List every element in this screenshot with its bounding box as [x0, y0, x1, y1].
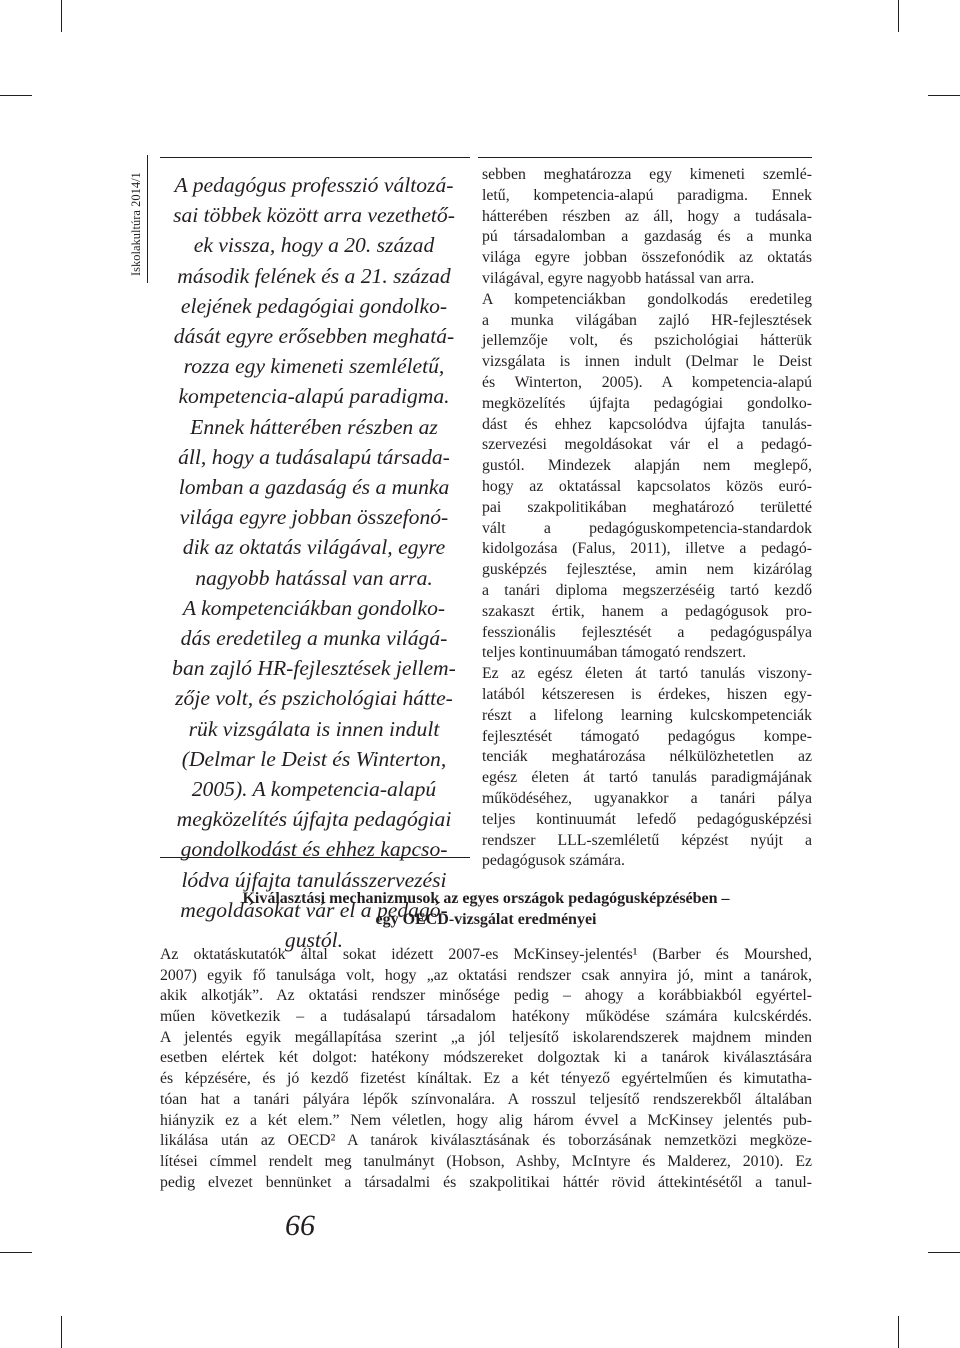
crop-mark — [928, 1252, 960, 1253]
pull-quote-line: dását egyre erősebben meghatá- — [173, 324, 455, 349]
box-line: 2007) egyik fő tanulsága volt, hogy „az oktatási rendszer csak annyira jó, mint a tanárok, — [160, 966, 812, 984]
box-line: és képzésére, és jó kezdő fizetést kínáltak. Ez a két tényező egyértelműen és kimutatha- — [160, 1070, 812, 1088]
pull-quote-line: elejének pedagógiai gondolko- — [180, 293, 448, 318]
pull-quote-line: zője volt, és pszichológiai hátte- — [175, 686, 453, 711]
text-line: hogy az oktatással kapcsolatos közös euró- — [482, 477, 812, 495]
box-line: tóan hat a tanári pályára lépők színvonalára. A rosszul teljesítő rendszerekből általában — [160, 1090, 812, 1108]
text-line: megközelítés újfajta pedagógiai gondolko- — [482, 394, 812, 412]
crop-mark — [928, 95, 960, 96]
text-line: a tanári diploma megszerzéséig tartó kezdő — [482, 581, 812, 599]
pull-quote-line: Ennek hátterében részben az — [190, 414, 438, 439]
text-line: és Winterton, 2005). A kompetencia-alapú — [482, 373, 812, 391]
text-line: részt a lifelong learning kulcskompetenciák — [482, 706, 812, 724]
box-line: akik alkotják”. Az oktatási rendszer minősége pedig – ahogy a korábbiakból egyértel- — [160, 987, 812, 1005]
pull-quote-line: lódva újfajta tanulásszervezési — [181, 867, 447, 892]
pull-quote-line: ek vissza, hogy a 20. század — [193, 233, 435, 258]
box-line: likálása után az OECD² A tanárok kiválasztásának és toborzásának nemzetközi megköze- — [160, 1132, 812, 1150]
text-line: tenciák meghatározása nélkülözhetetlen az — [482, 748, 812, 766]
box-title — [160, 888, 812, 930]
box-line: műen következik – a tudásalapú társadalom hatékony működése számára kulcskérdés. — [160, 1008, 812, 1026]
crop-mark — [0, 95, 32, 96]
text-line: vált a pedagóguskompetencia-standardok — [482, 519, 812, 537]
pull-quote-line: A pedagógus professzió változá- — [174, 173, 454, 197]
pull-quote-line: (Delmar le Deist és Winterton, — [181, 746, 447, 771]
box-line: Az oktatáskutatók által sokat idézett 2007-es McKinsey-jelentés¹ (Barber és Mourshed, — [160, 946, 812, 963]
crop-mark — [898, 0, 899, 32]
box-line: esetben elértek két dolgot: hatékony módszereket dolgoztak ki a tanárok kiválasztására — [160, 1049, 812, 1067]
text-line: szervezési megoldásokat vár el a pedagó- — [482, 436, 812, 454]
crop-mark — [61, 1316, 62, 1348]
text-line: jellemzője volt, és pszichológiai hátterük — [482, 332, 812, 350]
text-line: gusképzés fejlesztése, amin nem kizárólag — [482, 561, 812, 579]
text-line: szakaszt értik, hanem a pedagógusok pro- — [482, 602, 812, 620]
pull-quote — [160, 170, 468, 955]
text-line: A kompetenciákban gondolkodás eredetileg — [482, 290, 812, 308]
text-line: a munka világában zajló HR-fejlesztések — [482, 311, 812, 329]
pull-quote-line: rük vizsgálata is innen indult — [188, 716, 440, 741]
pull-quote-top-rule — [160, 157, 470, 158]
pull-quote-line: kompetencia-alapú paradigma. — [178, 384, 450, 409]
pull-quote-line: 2005). A kompetencia-alapú — [191, 777, 437, 802]
text-line: teljes kontinuumát lefedő pedagógusképzési — [482, 810, 812, 828]
pull-quote-line: A kompetenciákban gondolko- — [182, 595, 446, 620]
right-column-text — [482, 165, 812, 872]
text-line: letű, kompetencia-alapú paradigma. Ennek — [482, 186, 812, 204]
box-line: A jelentés egyik megállapítása szerint „a jól teljesítő iskolarendszerek majdnem minden — [160, 1028, 812, 1046]
pull-quote-line: világa egyre jobban összefonó- — [179, 505, 449, 530]
pull-quote-line: második felének és a 21. század — [177, 263, 451, 288]
pull-quote-line: gondolkodást és ehhez kapcso- — [180, 837, 448, 862]
pull-quote-line: lomban a gazdaság és a munka — [178, 475, 450, 500]
pull-quote-line: megközelítés újfajta pedagógiai — [176, 807, 452, 832]
text-line: működéséhez, ugyanakkor a tanári pálya — [482, 789, 812, 807]
crop-mark — [0, 1252, 32, 1253]
running-head: Iskolakultúra 2014/1 — [129, 172, 143, 276]
text-line: vizsgálata is innen indult (Delmar le Deist — [482, 353, 812, 371]
text-line: pedagógusok számára. — [482, 852, 625, 870]
text-line: fesszionális fejlesztését a pedagóguspálya — [482, 623, 812, 641]
pull-quote-line: nagyobb hatással van arra. — [195, 565, 433, 590]
box-title-line: egy OECD-vizsgálat eredményei — [375, 911, 597, 928]
text-line: pú társadalomban a gazdaság és a munka — [482, 228, 812, 246]
pull-quote-line: dás eredetileg a munka világá- — [180, 626, 448, 651]
pull-quote-line: megoldásokat vár el a pedagó- — [180, 897, 448, 922]
text-line: sebben meghatározza egy kimeneti szemlé- — [482, 166, 812, 183]
pull-quote-line: gustól. — [284, 928, 344, 953]
text-line: rendszer LLL-szemléletű képzést nyújt a — [482, 831, 812, 849]
text-line: dást és ehhez kapcsolódva újfajta tanulás- — [482, 415, 812, 433]
text-line: pai szakpolitikában meghatározó területté — [482, 498, 812, 516]
running-head-rule — [147, 155, 148, 283]
text-line: teljes kontinuumában támogató rendszert. — [482, 644, 747, 662]
text-line: világával, egyre nagyobb hatással van arra. — [482, 269, 755, 287]
text-line: latából kétszeresen is érdekes, hiszen egy- — [482, 685, 812, 703]
crop-mark — [61, 0, 62, 32]
pull-quote-line: ban zajló HR-fejlesztések jellem- — [172, 656, 456, 681]
text-line: egész életen át tartó tanulás paradigmájának — [482, 769, 812, 787]
pull-quote-line: rozza egy kimeneti szemléletű, — [183, 354, 445, 379]
box-line: pedig elvezet bennünket a társadalmi és szakpolitikai háttér rövid áttekintésétől a tanul- — [160, 1173, 812, 1191]
text-line: Ez az egész életen át tartó tanulás viszony- — [482, 665, 812, 683]
text-line: kidolgozása (Falus, 2011), illetve a pedagó- — [482, 540, 812, 558]
text-line: fejlesztését támogató pedagógus kompe- — [482, 727, 812, 745]
crop-mark — [898, 1316, 899, 1348]
text-line: világa egyre jobban összefonódik az oktatás — [482, 249, 812, 267]
box-line: lítései címmel rendelt meg tanulmányt (Hobson, Ashby, McIntyre és Malderez, 2010). Ez — [160, 1152, 812, 1170]
pull-quote-line: dik az oktatás világával, egyre — [182, 535, 446, 560]
text-line: gustól. Mindezek alapján nem meglepő, — [482, 457, 812, 475]
box-line: hiányzik ez a két elem.” Nem véletlen, hogy alig három évvel a McKinsey jelentés pub- — [160, 1111, 812, 1129]
box-body — [160, 945, 812, 1193]
text-line: hátterében részben az áll, hogy a tudásala- — [482, 207, 812, 225]
pull-quote-line: áll, hogy a tudásalapú társada- — [178, 444, 450, 469]
page-number: 66 — [285, 1209, 315, 1242]
pull-quote-line: sai többek között arra vezethető- — [173, 203, 455, 228]
right-column-top-rule — [478, 157, 812, 158]
box-title-line: Kiválasztási mechanizmusok az egyes országok pedagógusképzésében – — [242, 890, 730, 907]
